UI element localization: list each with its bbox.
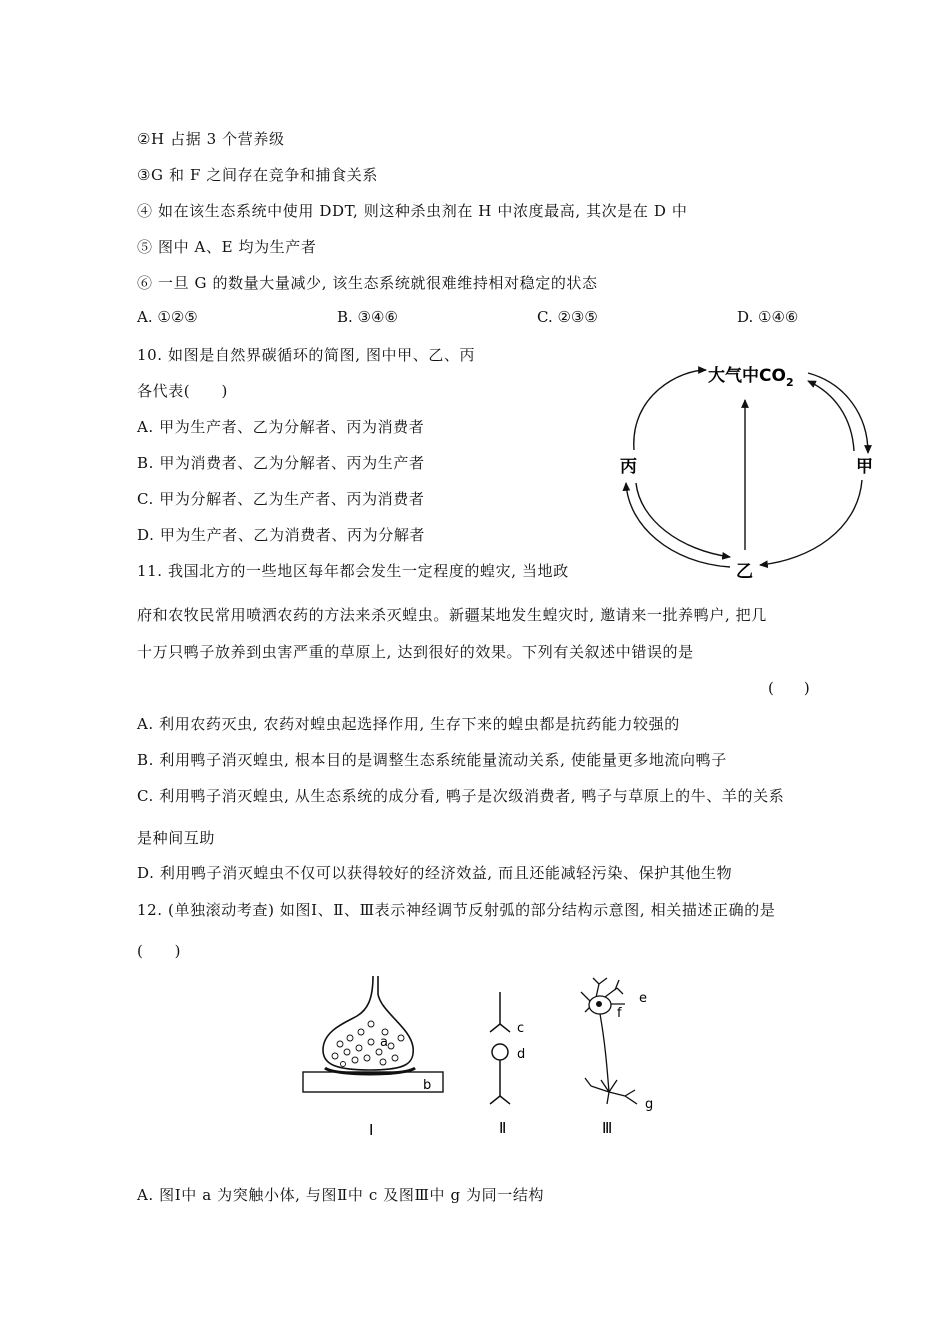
- figure-1-synaptic-knob: [303, 976, 443, 1093]
- q12-stem-line1: 12. (单独滚动考查) 如图Ⅰ、Ⅱ、Ⅲ表示神经调节反射弧的部分结构示意图, 相关描述正确的是: [137, 901, 776, 919]
- q10-stem-line2: 各代表( ): [137, 382, 228, 400]
- q11-option-d: D. 利用鸭子消灭蝗虫不仅可以获得较好的经济效益, 而且还能减轻污染、保护其他生物: [137, 864, 733, 882]
- figure-2-label: Ⅱ: [499, 1119, 507, 1137]
- figure-3-neuron: [581, 978, 637, 1104]
- q9-statement-4: ④ 如在该生态系统中使用 DDT, 则这种杀虫剂在 H 中浓度最高, 其次是在 D 中: [137, 202, 688, 220]
- q11-option-c-line2: 是种间互助: [137, 829, 216, 847]
- q9-statement-2: ②H 占据 3 个营养级: [137, 130, 285, 148]
- q11-stem-line2: 府和农牧民常用喷洒农药的方法来杀灭蝗虫。新疆某地发生蝗灾时, 邀请来一批养鸭户, 把几: [137, 606, 767, 624]
- atmosphere-co2-label: 大气中$CO_2$: [708, 366, 794, 389]
- arrow-bing-to-yi: [636, 483, 730, 557]
- label-f: f: [617, 1006, 622, 1021]
- label-b: b: [423, 1078, 432, 1093]
- arrow-jia-to-co2: [808, 381, 854, 451]
- q11-stem-line1: 11. 我国北方的一些地区每年都会发生一定程度的蝗灾, 当地政: [137, 562, 569, 580]
- q9-option-c: C. ②③⑤: [537, 308, 598, 326]
- neural-structure-figures: [295, 972, 675, 1142]
- q12-stem-line2: ( ): [137, 942, 182, 960]
- q11-option-a: A. 利用农药灭虫, 农药对蝗虫起选择作用, 生存下来的蝗虫都是抗药能力较强的: [137, 715, 680, 733]
- q10-option-d: D. 甲为生产者、乙为消费者、丙为分解者: [137, 526, 426, 544]
- q11-answer-paren: ( ): [768, 679, 810, 697]
- carbon-cycle-diagram: [610, 355, 880, 585]
- bing-label: 丙: [620, 457, 637, 477]
- q12-option-a: A. 图Ⅰ中 a 为突触小体, 与图Ⅱ中 c 及图Ⅲ中 g 为同一结构: [137, 1186, 545, 1204]
- label-d: d: [517, 1047, 526, 1062]
- q11-option-b: B. 利用鸭子消灭蝗虫, 根本目的是调整生态系统能量流动关系, 使能量更多地流向鸭子: [137, 751, 727, 769]
- q10-option-b: B. 甲为消费者、乙为分解者、丙为生产者: [137, 454, 425, 472]
- arrow-jia-to-yi: [760, 480, 862, 565]
- label-a: a: [380, 1035, 388, 1050]
- q9-statement-3: ③G 和 F 之间存在竞争和捕食关系: [137, 166, 378, 184]
- arrow-bing-to-co2: [634, 370, 706, 450]
- q9-statement-5: ⑤ 图中 A、E 均为生产者: [137, 238, 317, 256]
- q11-stem-line3: 十万只鸭子放养到虫害严重的草原上, 达到很好的效果。下列有关叙述中错误的是: [137, 643, 694, 661]
- q9-option-d: D. ①④⑥: [737, 308, 799, 326]
- q9-option-b: B. ③④⑥: [337, 308, 398, 326]
- q11-option-c-line1: C. 利用鸭子消灭蝗虫, 从生态系统的成分看, 鸭子是次级消费者, 鸭子与草原上的牛、羊的关系: [137, 787, 785, 805]
- label-e: e: [639, 991, 647, 1006]
- q9-statement-6: ⑥ 一旦 G 的数量大量减少, 该生态系统就很难维持相对稳定的状态: [137, 274, 598, 292]
- yi-label: 乙: [736, 562, 753, 582]
- figure-3-label: Ⅲ: [602, 1119, 613, 1137]
- q10-option-c: C. 甲为分解者、乙为生产者、丙为消费者: [137, 490, 425, 508]
- label-g: g: [645, 1097, 654, 1112]
- q10-option-a: A. 甲为生产者、乙为分解者、丙为消费者: [137, 418, 425, 436]
- q10-stem-line1: 10. 如图是自然界碳循环的简图, 图中甲、乙、丙: [137, 346, 476, 364]
- figure-1-label: Ⅰ: [369, 1121, 374, 1139]
- label-c: c: [517, 1021, 525, 1036]
- jia-label: 甲: [856, 457, 873, 477]
- q9-option-a: A. ①②⑤: [137, 308, 198, 326]
- figure-2-neuron-schematic: [490, 992, 510, 1104]
